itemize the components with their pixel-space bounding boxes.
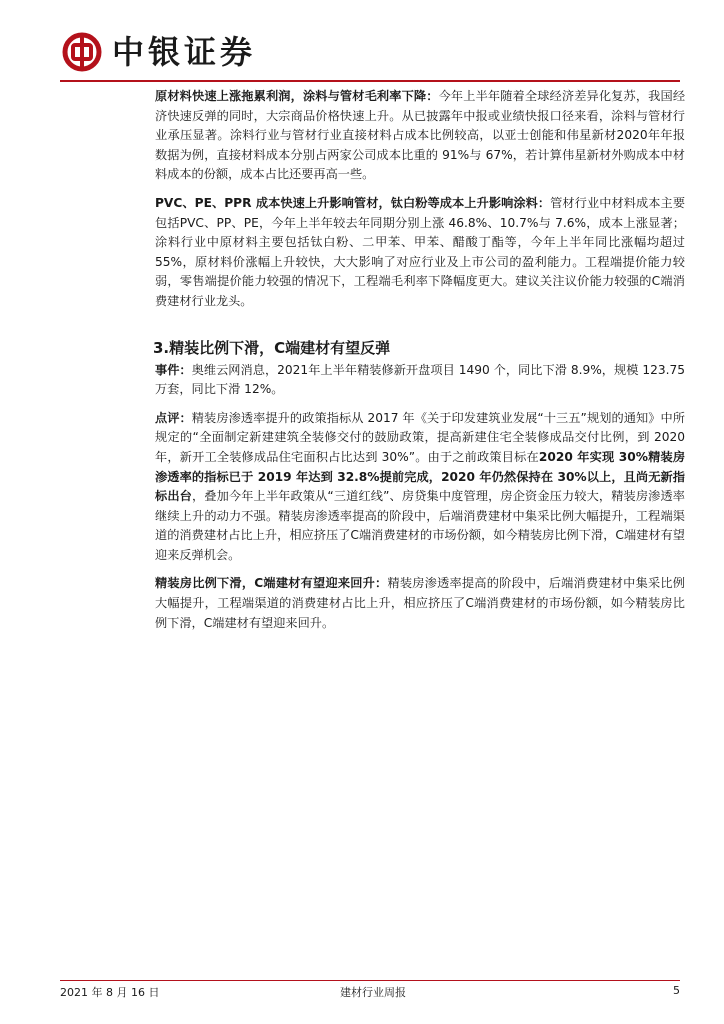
paragraph-text: 奥维云网消息，2021年上半年精装修新开盘项目 1490 个，同比下滑 8.9%，规模 123.75 万套，同比下滑 12%。	[155, 362, 686, 397]
footer-report-title: 建材行业周报	[340, 986, 406, 999]
page-header	[60, 28, 680, 80]
paragraph-cost-pressure	[155, 194, 685, 312]
paragraph-lead: 原材料快速上涨拖累利润，涂料与管材毛利率下降：	[155, 89, 439, 103]
footer-date: 2021 年 8 月 16 日	[60, 986, 160, 999]
paragraph-text: 精装房渗透率提升的政策指标从 2017 年《关于印发建筑业发展“十三五”规划的通知》中所规定的“全面制定新建建筑全装修交付的鼓励政策，提高新建住宅全装修成品交付比例，到 2020年，新开工全装修成品住宅面积占比达到 30%”。由于之前政策目标在	[155, 410, 685, 464]
paragraph-comment	[155, 409, 685, 566]
paragraph-text: 精装房渗透率提高的阶段中，后端消费建材中集采比例大幅提升，工程端渠道的消费建材占比上升，相应挤压了C端消费建材的市场份额，如今精装房比例下滑，C端建材有望迎来回升。	[155, 576, 685, 630]
paragraph-emphasis: 2020 年实现 30%精装房渗透率的指标已于 2019 年达到 32.8%提前完成，2020 年仍然保持在 30%以上，且尚无新指标出台	[155, 449, 686, 504]
bank-of-china-logo-icon	[62, 32, 102, 72]
footer-divider	[60, 980, 680, 981]
section-title: 3.精装比例下滑，C端建材有望反弹	[153, 338, 391, 357]
paragraph-event	[155, 361, 685, 400]
paragraph-lead: 事件：	[155, 362, 192, 377]
paragraph-lead: 点评：	[155, 410, 192, 425]
paragraph-text: 管材行业中材料成本主要包括PVC、PP、PE，今年上半年较去年同期分别上涨 46.8%、10.7%与 7.6%，成本上涨显著；涂料行业中原材料主要包括钛白粉、二甲苯、甲苯、醋酸丁酯等，今年上半年同比涨幅均超过 55%，原材料价涨幅上升较快，大大影响了对应行业及上市公司的盈利能力。工程端提价能力较弱，零售端提价能力较强的情况下，工程端毛利率下降幅度更大。建议关注议价能力较强的C端消费建材行业龙头。	[155, 195, 686, 308]
paragraph-lead: 精装房比例下滑，C端建材有望迎来回升：	[155, 576, 388, 591]
brand-name: 中银证券	[112, 33, 257, 71]
paragraph-text: ，叠加今年上半年政策从“三道红线”、房贷集中度管理，房企资金压力较大，精装房渗透率继续上升的动力不强。精装房渗透率提高的阶段中，后端消费建材中集采比例大幅提升，工程端渠道的消费建材占比上升，相应挤压了C端消费建材的市场份额，如今精装房比例下滑，C端建材有望迎来反弹机会。	[155, 489, 685, 562]
header-divider	[60, 80, 680, 82]
report-body	[155, 87, 685, 642]
paragraph-raw-materials	[155, 87, 685, 185]
paragraph-outlook	[155, 574, 685, 633]
paragraph-text: 今年上半年随着全球经济差异化复苏，我国经济快速反弹的同时，大宗商品价格快速上升。从已披露年中报或业绩快报口径来看，涂料与管材行业承压显著。涂料行业与管材行业直接材料占成本比例较高，以亚士创能和伟星新材2020年年报数据为例，直接材料成本分别占两家公司成本比重的 91%与 67%，若计算伟星新材外购成本中材料成本的份额，成本占比还要再高一些。	[155, 89, 686, 182]
page-number: 5	[673, 984, 680, 997]
paragraph-lead: PVC、PE、PPR 成本快速上升影响管材，钛白粉等成本上升影响涂料：	[155, 195, 551, 210]
